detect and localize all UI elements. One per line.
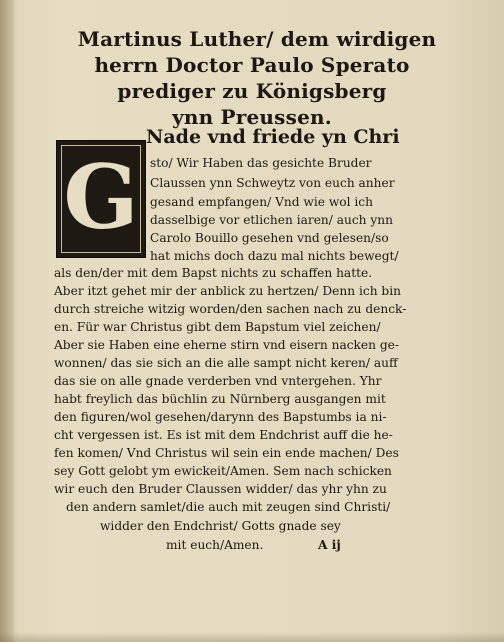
text-line: sey Gott gelobt ym ewickeit/Amen. Sem nach schicken: [54, 464, 392, 478]
text-line: durch streiche witzig worden/den sachen nach zu denck-: [54, 302, 407, 316]
text-line: en. Für war Christus gibt dem Bapstum viel zeichen/: [54, 320, 381, 334]
text-line: wir euch den Bruder Claussen widder/ das yhr yhn zu: [54, 482, 387, 496]
text-line: widder den Endchrist/ Gotts gnade sey: [100, 519, 341, 533]
text-line: Aber itzt gehet mir der anblick zu hertzen/ Denn ich bin: [54, 284, 401, 298]
text-line: fen komen/ Vnd Christus wil sein ein ende machen/ Des: [54, 446, 399, 460]
text-line: gesand empfangen/ Vnd wie wol ich: [150, 195, 373, 209]
page-bottom-shadow: [0, 632, 504, 642]
text-line: wonnen/ das sie sich an die alle sampt nicht keren/ auff: [54, 356, 398, 370]
text-line: dasselbige vor etlichen iaren/ auch ynn: [150, 213, 393, 227]
text-line: als den/der mit dem Bapst nichts zu schaffen hatte.: [54, 266, 373, 280]
opening-line: Nade vnd friede yn Chri: [146, 126, 400, 148]
text-line: den figuren/wol gesehen/darynn des Bapstumbs ia ni-: [54, 410, 387, 424]
text-line: den andern samlet/die auch mit zeugen sind Christi/: [66, 500, 391, 514]
text-line: mit euch/Amen.: [166, 538, 264, 552]
text-line: Claussen ynn Schweytz von euch anher: [150, 176, 395, 190]
text-line: habt freylich das büchlin zu Nürnberg ausgangen mit: [54, 392, 386, 406]
text-line: cht vergessen ist. Es ist mit dem Endchrist auff die he-: [54, 428, 393, 442]
text-line: das sie on alle gnade verderben vnd vntergehen. Yhr: [54, 374, 382, 388]
text-line: Carolo Bouillo gesehen vnd gelesen/so: [150, 231, 389, 245]
text-line: Aber sie Haben eine eherne stirn vnd eisern nacken ge-: [54, 338, 399, 352]
heading-line: Martinus Luther/ dem wirdigen: [77, 27, 437, 51]
initial-glyph: G: [63, 145, 139, 249]
text-line: hat michs doch dazu mal nichts bewegt/: [150, 249, 399, 263]
heading-line: ynn Preussen.: [172, 105, 332, 129]
heading-line: prediger zu Königsberg: [117, 79, 387, 103]
text-line: sto/ Wir Haben das gesichte Bruder: [150, 156, 372, 170]
signature-mark: A ij: [318, 538, 341, 552]
heading-line: herrn Doctor Paulo Sperato: [94, 53, 410, 77]
